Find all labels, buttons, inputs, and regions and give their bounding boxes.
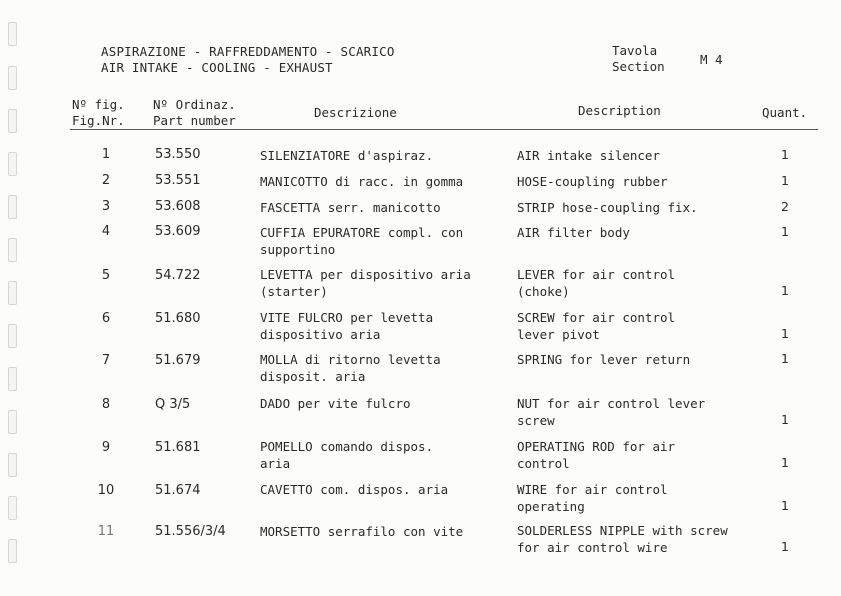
description-english [517,351,690,368]
quantity: 1 [781,147,789,162]
description-line: LEVER for air control [517,267,676,282]
part-number: 53.550 [155,147,201,162]
description-italian [260,438,433,472]
description-line: disposit. aria [260,369,366,384]
fig-number: 8 [101,397,111,412]
sheet-number: M 4 [700,52,723,67]
table-row [0,224,841,264]
description-line: POMELLO comando dispos. [260,439,434,454]
description-english [517,395,705,429]
description-english [517,199,698,216]
table-row [0,395,841,435]
fig-number: 5 [101,268,111,283]
description-english [517,173,668,190]
fig-number: 10 [97,483,115,498]
quantity: 1 [781,283,789,298]
description-line: SPRING for lever return [517,352,691,367]
column-header-part-english: Part number [153,113,236,128]
quantity: 1 [781,539,789,554]
part-number: 53.608 [155,199,201,214]
quantity: 1 [781,412,789,427]
fig-number: 3 [101,199,111,214]
table-row [0,481,841,521]
description-english [517,309,675,343]
description-line: AIR filter body [517,225,630,240]
description-english [517,522,728,556]
description-line: NUT for air control lever [517,396,706,411]
table-row [0,266,841,306]
part-number: 54.722 [155,268,201,283]
description-italian [260,309,433,343]
description-line: WIRE for air control [517,482,668,497]
description-line: control [517,456,570,471]
fig-number: 2 [101,173,111,188]
description-english [517,438,675,472]
part-number: 53.609 [155,224,201,239]
description-line: aria [260,456,291,471]
description-italian [260,147,433,164]
quantity: 1 [781,498,789,513]
description-english [517,481,668,515]
sheet-label-english: Section [612,59,665,74]
description-line: SOLDERLESS NIPPLE with screw [517,523,728,538]
description-italian [260,199,441,216]
quantity: 1 [781,173,789,188]
column-header-part-italian: Nº Ordinaz. [153,97,236,112]
column-header-fig-italian: Nº fig. [72,97,125,112]
description-line: SCREW for air control [517,310,676,325]
fig-number: 1 [101,147,111,162]
table-row [0,351,841,391]
title-english: AIR INTAKE - COOLING - EXHAUST [101,60,333,75]
quantity: 1 [781,224,789,239]
description-line: (choke) [517,284,570,299]
fig-number: 6 [101,311,111,326]
part-number: 51.680 [155,311,201,326]
part-number: 51.556/3/4 [155,524,226,539]
description-italian [260,395,411,412]
quantity: 1 [781,455,789,470]
description-line: CUFFIA EPURATORE compl. con [260,225,464,240]
description-line: operating [517,499,585,514]
column-header-fig-english: Fig.Nr. [72,113,125,128]
fig-number: 11 [97,524,115,539]
description-line: OPERATING ROD for air [517,439,676,454]
description-line: MOLLA di ritorno levetta [260,352,441,367]
description-line: STRIP hose-coupling fix. [517,200,698,215]
description-italian [260,351,441,385]
part-number: Q 3/5 [155,397,191,412]
part-number: 51.681 [155,440,201,455]
description-italian [260,224,463,258]
table-row [0,522,841,562]
part-number: 51.679 [155,353,201,368]
fig-number: 9 [101,440,111,455]
description-line: lever pivot [517,327,600,342]
table-row [0,438,841,478]
description-line: LEVETTA per dispositivo aria [260,267,471,282]
column-header-qty: Quant. [762,105,808,120]
part-number: 53.551 [155,173,201,188]
quantity: 2 [781,199,789,214]
description-line: SILENZIATORE d'aspiraz. [260,148,434,163]
column-header-desc-english: Description [578,103,661,118]
description-line: supportino [260,242,336,257]
description-line: AIR intake silencer [517,148,660,163]
description-line: VITE FULCRO per levetta [260,310,434,325]
description-line: FASCETTA serr. manicotto [260,200,441,215]
sheet-label-italian: Tavola [612,43,658,58]
column-header-desc-italian: Descrizione [314,105,397,120]
description-italian [260,481,448,498]
description-line: DADO per vite fulcro [260,396,411,411]
description-italian [260,173,463,190]
description-line: MORSETTO serrafilo con vite [260,524,464,539]
description-english [517,147,660,164]
description-line: CAVETTO com. dispos. aria [260,482,449,497]
description-line: screw [517,413,555,428]
quantity: 1 [781,326,789,341]
description-italian [260,266,471,300]
description-english [517,224,630,241]
description-line: dispositivo aria [260,327,381,342]
description-line: MANICOTTO di racc. in gomma [260,174,464,189]
description-line: (starter) [260,284,328,299]
fig-number: 7 [101,353,111,368]
description-italian [260,523,463,540]
table-row [0,309,841,349]
part-number: 51.674 [155,483,201,498]
description-line: HOSE-coupling rubber [517,174,668,189]
description-english [517,266,675,300]
description-line: for air control wire [517,540,668,555]
quantity: 1 [781,351,789,366]
title-italian: ASPIRAZIONE - RAFFREDDAMENTO - SCARICO [101,44,395,59]
fig-number: 4 [101,224,111,239]
